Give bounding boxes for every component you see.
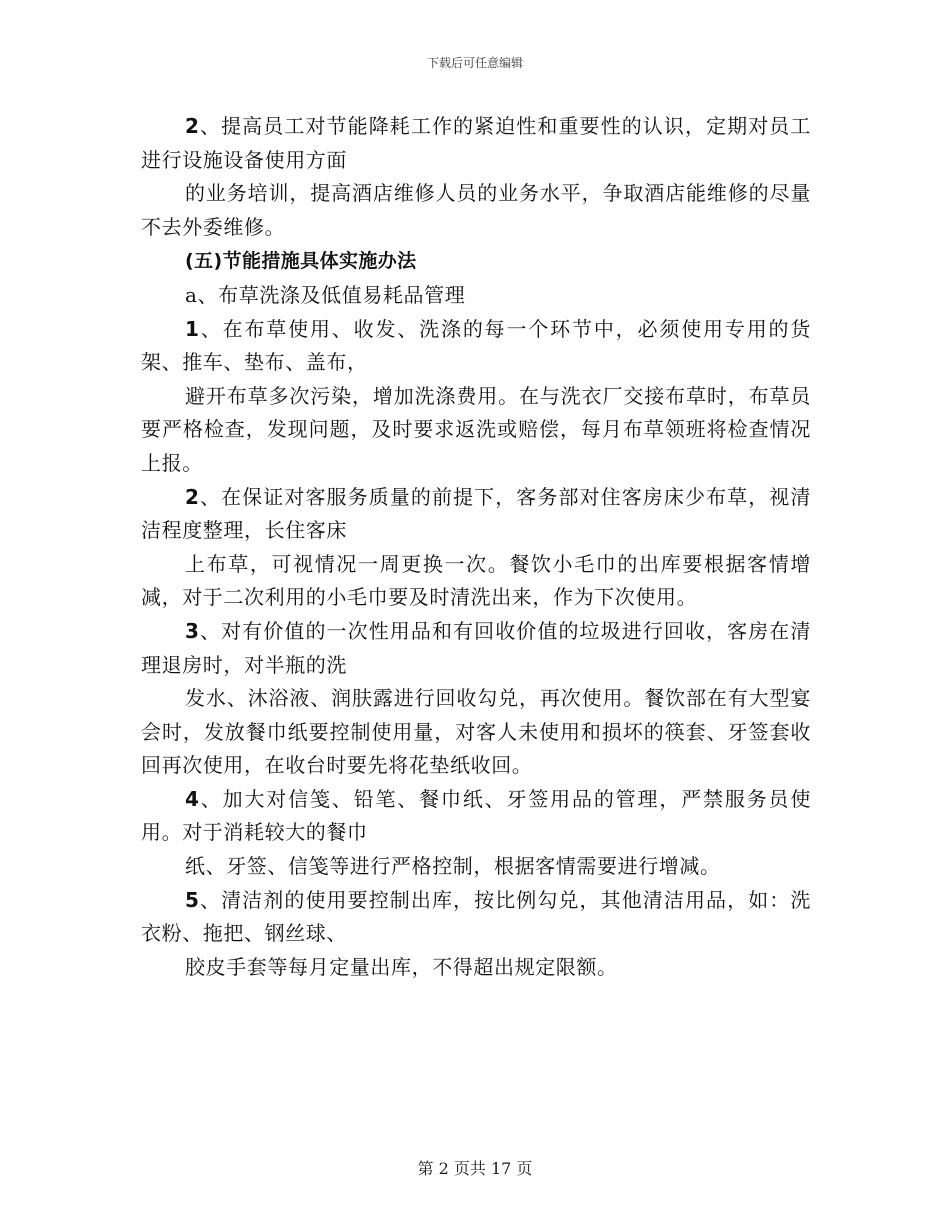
section-heading-text: (五)节能措施具体实施办法 [185,250,417,273]
paragraph-item-4-cont [141,850,811,884]
paragraph-number: 2 [185,484,200,509]
paragraph-number: 3 [185,618,200,643]
paragraph-item-1 [141,313,811,380]
subsection-title [141,279,811,313]
paragraph-item-5 [141,884,811,951]
paragraph-text: 胶皮手套等每月定量出库，不得超出规定限额。 [185,954,618,979]
section-heading [141,244,811,279]
paragraph-number: 1 [185,316,200,341]
paragraph-item-5-cont [141,951,811,985]
document-body [141,110,811,984]
paragraph-item-1-cont [141,380,811,481]
paragraph-number: 4 [185,786,200,811]
paragraph-text: 避开布草多次污染，增加洗涤费用。在与洗衣厂交接布草时，布草员要严格检查，发现问题，及时要求返洗或赔偿，每月布草领班将检查情况上报。 [141,383,811,475]
paragraph-text: 上布草，可视情况一周更换一次。餐饮小毛巾的出库要根据客情增减，对于二次利用的小毛巾要及时清洗出来，作为下次使用。 [141,551,811,610]
paragraph-text: 发水、沐浴液、润肤露进行回收勾兑，再次使用。餐饮部在有大型宴会时，发放餐巾纸要控制使用量，对客人未使用和损坏的筷套、牙签套收回再次使用，在收台时要先将花垫纸收回。 [141,686,811,778]
paragraph-text: 、清洁剂的使用要控制出库，按比例勾兑，其他清洁用品，如：洗衣粉、拖把、钢丝球、 [141,887,811,946]
paragraph-item-3-cont [141,682,811,783]
paragraph-text: 纸、牙签、信笺等进行严格控制，根据客情需要进行增减。 [185,854,721,879]
paragraph-item-4 [141,783,811,850]
paragraph-text: 的业务培训，提高酒店维修人员的业务水平，争取酒店能维修的尽量不去外委维修。 [141,181,811,239]
page-footer: 第 2 页共 17 页 [417,1159,533,1178]
paragraph-text: 、对有价值的一次性用品和有回收价值的垃圾进行回收，客房在清理退房时，对半瓶的洗 [141,618,811,677]
paragraph-text: 、提高员工对节能降耗工作的紧迫性和重要性的认识，定期对员工进行设施设备使用方面 [141,114,811,172]
paragraph-text: 、加大对信笺、铅笔、餐巾纸、牙签用品的管理，严禁服务员使用。对于消耗较大的餐巾 [141,786,811,845]
paragraph-text: 、在布草使用、收发、洗涤的每一个环节中，必须使用专用的货架、推车、垫布、盖布， [141,316,811,375]
page-header: 下载后可任意编辑 [426,56,523,70]
paragraph-text: 、在保证对客服务质量的前提下，客务部对住客房床少布草，视清洁程度整理，长住客床 [141,484,811,543]
paragraph-1 [141,110,811,177]
paragraph-item-2 [141,481,811,548]
paragraph-text: a、布草洗涤及低值易耗品管理 [185,282,466,307]
paragraph-2 [141,177,811,244]
paragraph-item-2-cont [141,548,811,615]
paragraph-number: 2 [185,114,200,138]
paragraph-number: 5 [185,887,200,912]
paragraph-item-3 [141,615,811,682]
